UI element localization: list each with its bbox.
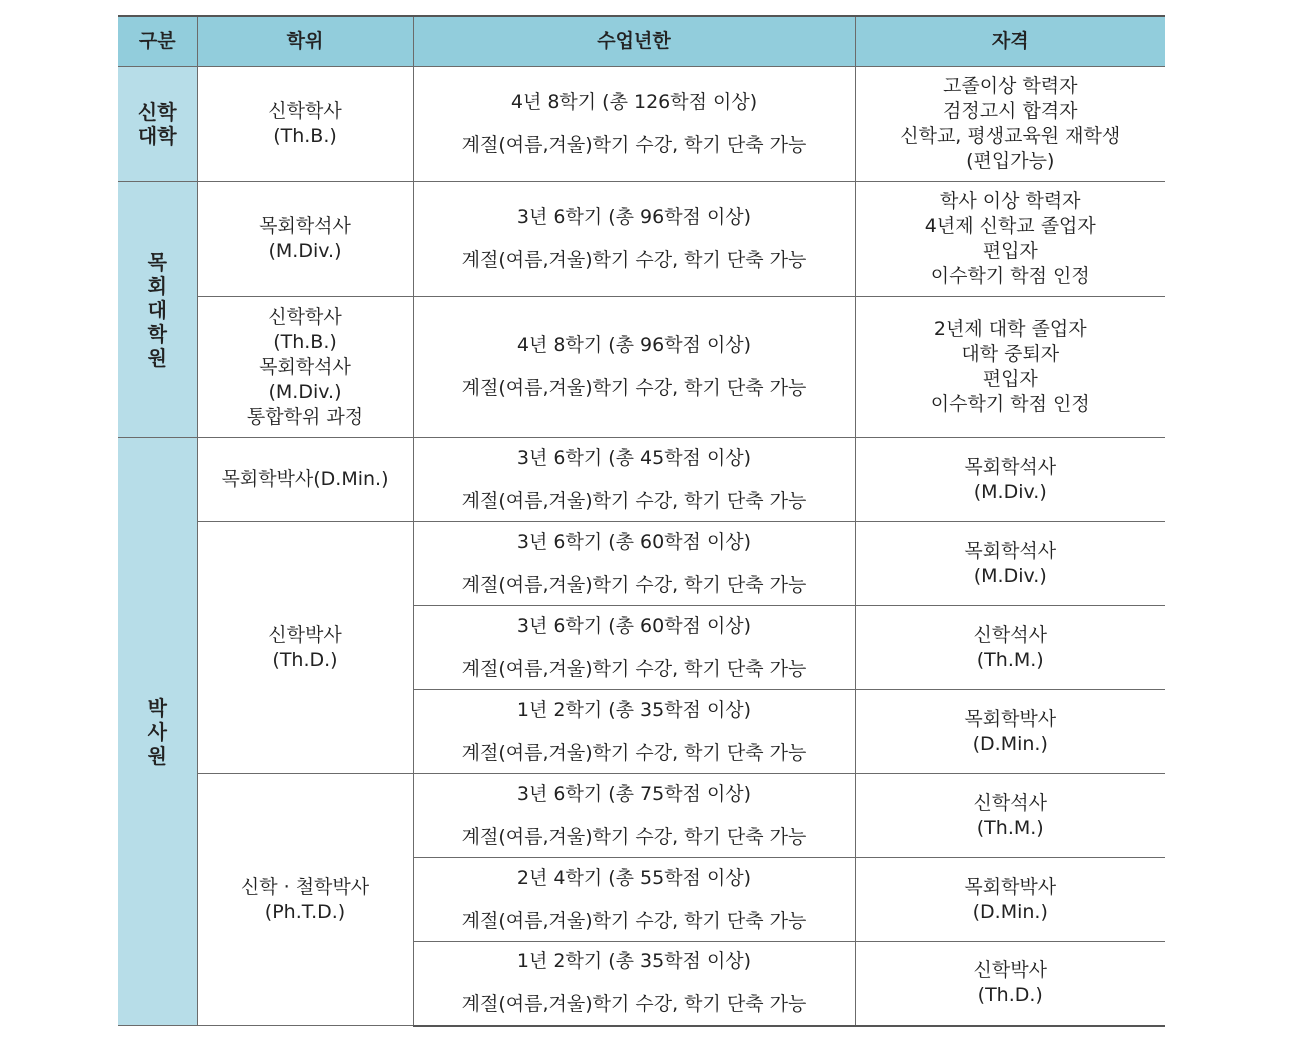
duration-cell: 3년 6학기 (총 45학점 이상) 계절(여름,겨울)학기 수강, 학기 단축 가능 (413, 438, 855, 522)
qualification-cell: 목회학박사 (D.Min.) (855, 690, 1165, 774)
header-duration: 수업년한 (413, 16, 855, 67)
duration-cell: 3년 6학기 (총 60학점 이상) 계절(여름,겨울)학기 수강, 학기 단축 가능 (413, 522, 855, 606)
qualification-cell: 신학박사 (Th.D.) (855, 942, 1165, 1026)
degree-table (118, 15, 1165, 1027)
duration-cell: 3년 6학기 (총 75학점 이상) 계절(여름,겨울)학기 수강, 학기 단축 가능 (413, 774, 855, 858)
degree-cell: 목회학석사 (M.Div.) (197, 182, 413, 297)
table-row (118, 67, 1165, 182)
degree-cell: 목회학박사(D.Min.) (197, 438, 413, 522)
header-row (118, 16, 1165, 67)
duration-cell: 1년 2학기 (총 35학점 이상) 계절(여름,겨울)학기 수강, 학기 단축 가능 (413, 942, 855, 1026)
qualification-cell: 신학석사 (Th.M.) (855, 774, 1165, 858)
degree-cell: 신학 · 철학박사 (Ph.T.D.) (197, 774, 413, 1026)
degree-cell: 신학학사 (Th.B.) (197, 67, 413, 182)
duration-cell: 4년 8학기 (총 126학점 이상) 계절(여름,겨울)학기 수강, 학기 단축 가능 (413, 67, 855, 182)
qualification-cell: 목회학석사 (M.Div.) (855, 438, 1165, 522)
qualification-cell: 목회학석사 (M.Div.) (855, 522, 1165, 606)
header-degree: 학위 (197, 16, 413, 67)
table-row (118, 438, 1165, 522)
qualification-cell: 학사 이상 학력자 4년제 신학교 졸업자 편입자 이수학기 학점 인정 (855, 182, 1165, 297)
degree-cell: 신학학사 (Th.B.) 목회학석사 (M.Div.) 통합학위 과정 (197, 297, 413, 438)
table-row (118, 522, 1165, 606)
duration-cell: 1년 2학기 (총 35학점 이상) 계절(여름,겨울)학기 수강, 학기 단축 가능 (413, 690, 855, 774)
table-row (118, 297, 1165, 438)
table-row (118, 774, 1165, 858)
duration-cell: 4년 8학기 (총 96학점 이상) 계절(여름,겨울)학기 수강, 학기 단축 가능 (413, 297, 855, 438)
category-doctoral: 박 사 원 (118, 438, 197, 1026)
degree-cell: 신학박사 (Th.D.) (197, 522, 413, 774)
duration-cell: 3년 6학기 (총 60학점 이상) 계절(여름,겨울)학기 수강, 학기 단축 가능 (413, 606, 855, 690)
qualification-cell: 신학석사 (Th.M.) (855, 606, 1165, 690)
header-category: 구분 (118, 16, 197, 67)
header-qualification: 자격 (855, 16, 1165, 67)
table-row (118, 182, 1165, 297)
category-pastoral-grad: 목 회 대 학 원 (118, 182, 197, 438)
qualification-cell: 2년제 대학 졸업자 대학 중퇴자 편입자 이수학기 학점 인정 (855, 297, 1165, 438)
duration-cell: 2년 4학기 (총 55학점 이상) 계절(여름,겨울)학기 수강, 학기 단축 가능 (413, 858, 855, 942)
qualification-cell: 목회학박사 (D.Min.) (855, 858, 1165, 942)
qualification-cell: 고졸이상 학력자 검정고시 합격자 신학교, 평생교육원 재학생 (편입가능) (855, 67, 1165, 182)
duration-cell: 3년 6학기 (총 96학점 이상) 계절(여름,겨울)학기 수강, 학기 단축 가능 (413, 182, 855, 297)
category-theology-college: 신학 대학 (118, 67, 197, 182)
